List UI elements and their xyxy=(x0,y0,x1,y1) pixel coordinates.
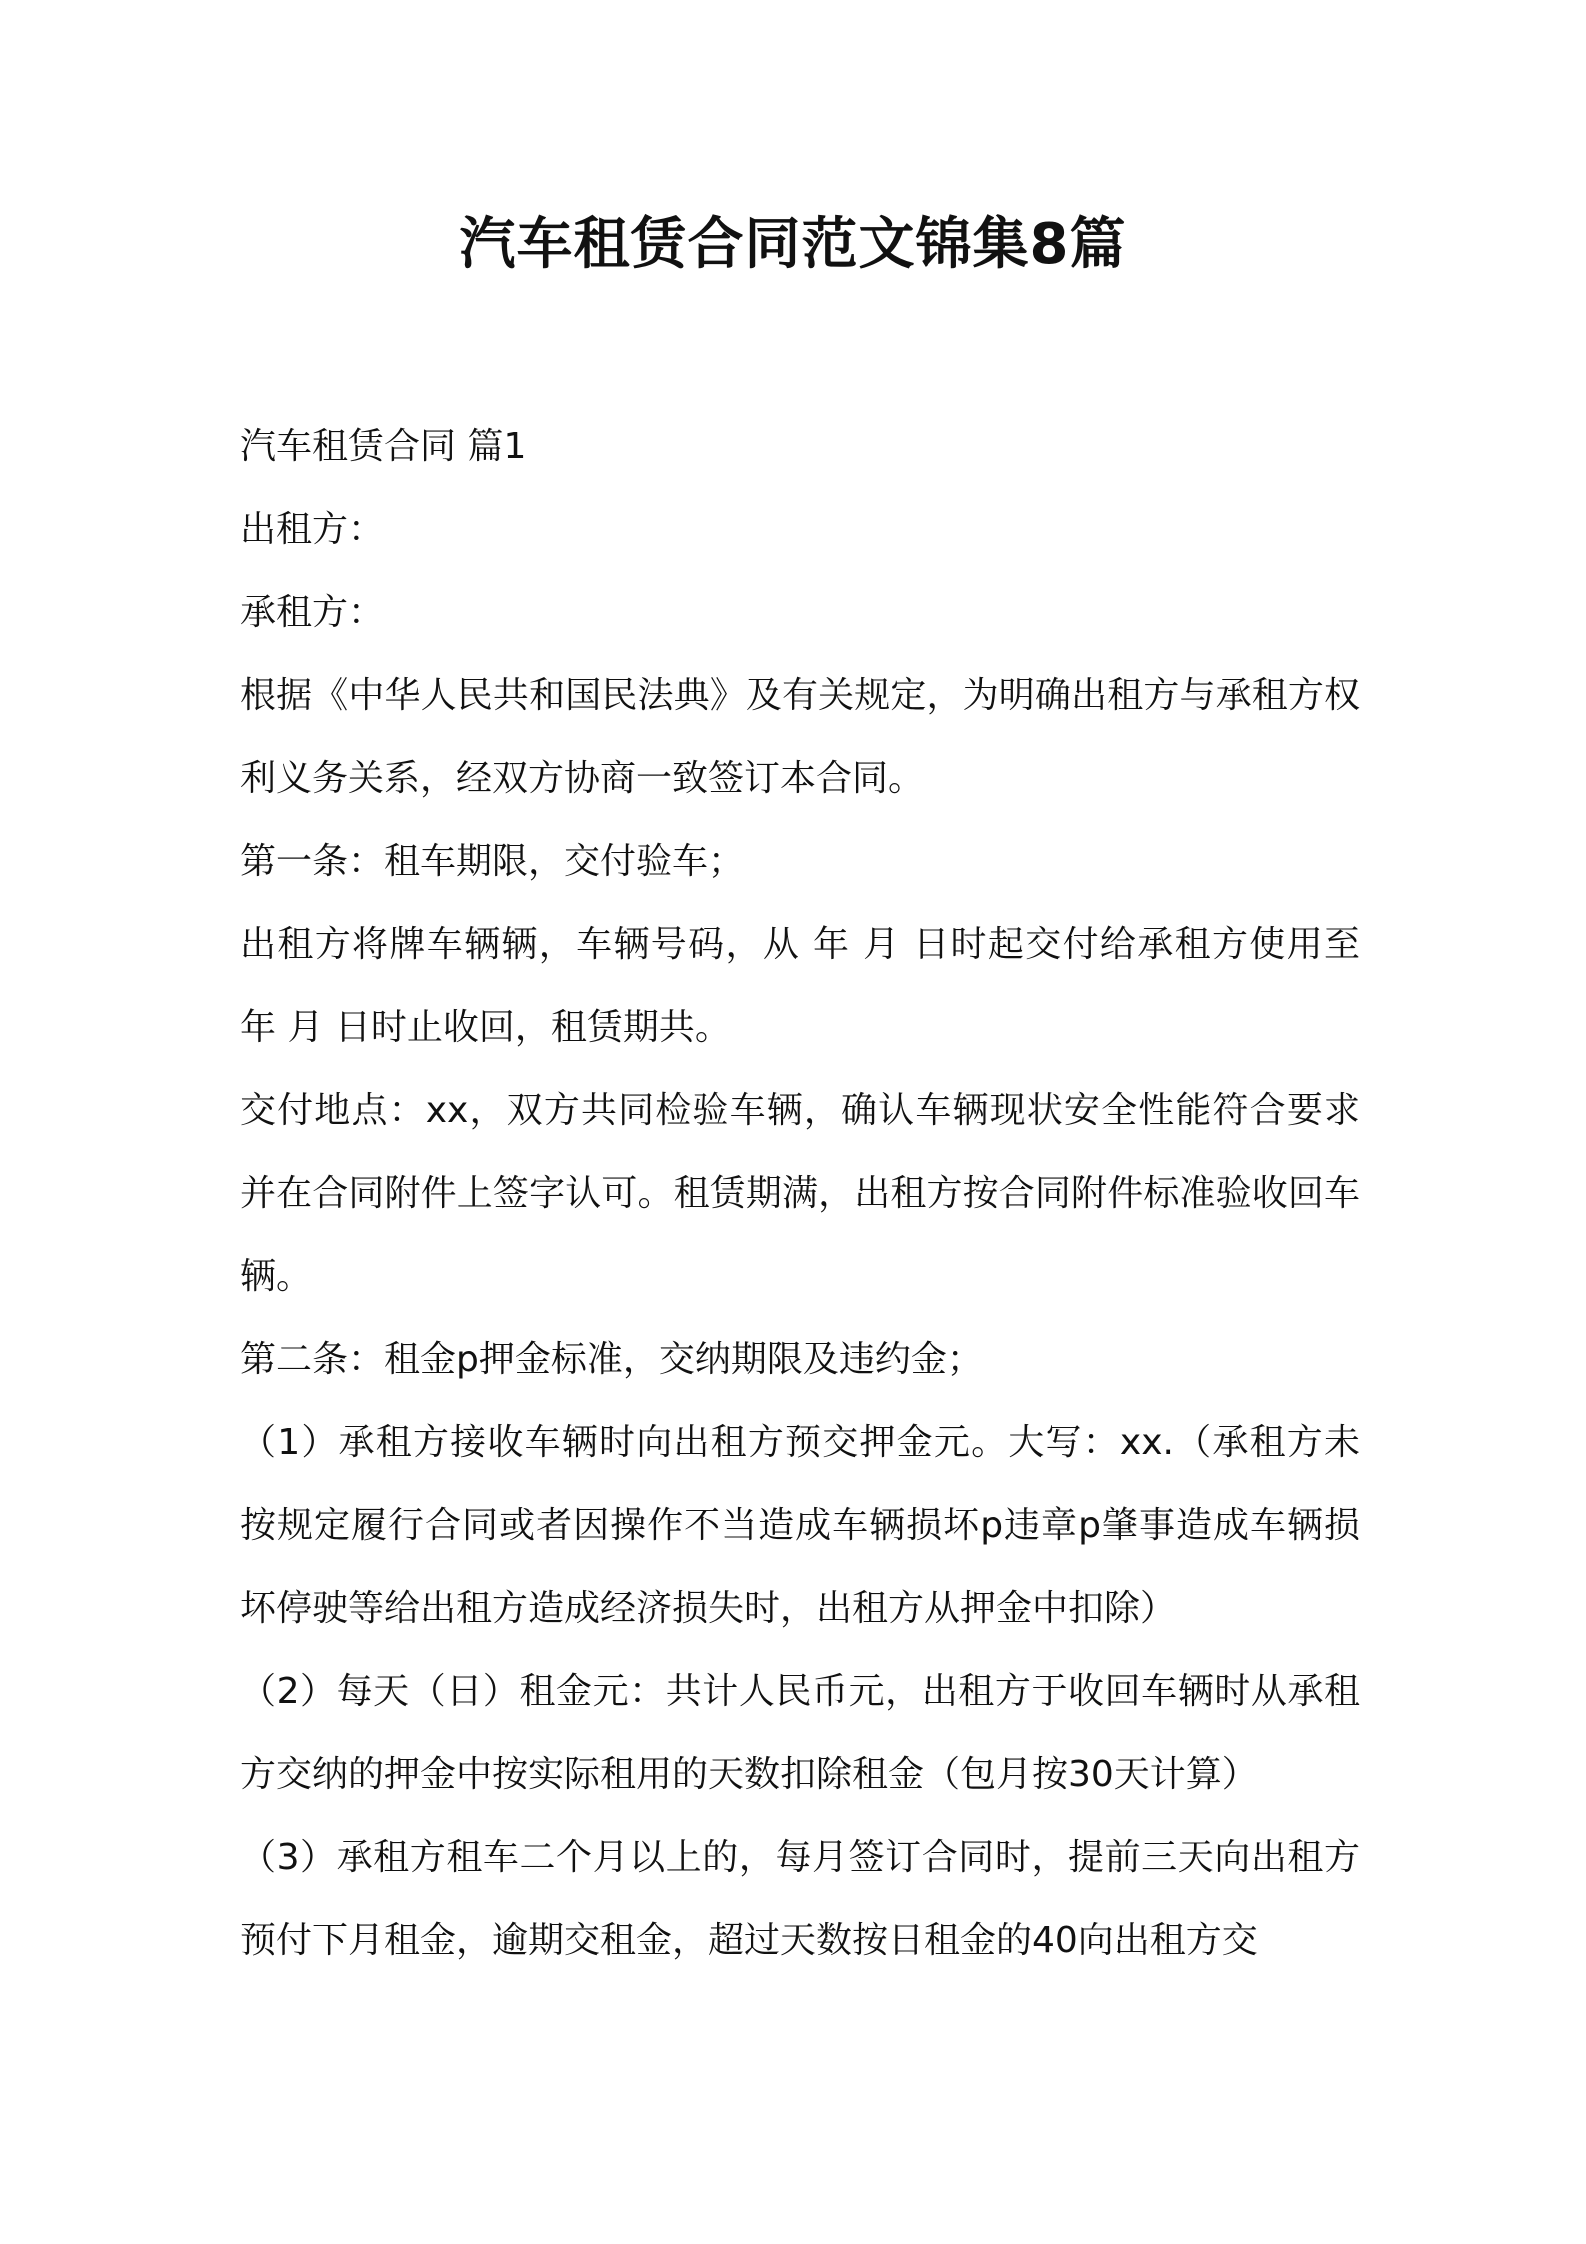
article-2-clause-2: （2）每天（日）租金元：共计人民币元，出租方于收回车辆时从承租方交纳的押金中按实际租用的天数扣除租金（包月按30天计算） xyxy=(240,1671,1360,1795)
document-title: 汽车租赁合同范文锦集8篇 xyxy=(459,212,1127,277)
article-1-term-paragraph: 出租方将牌车辆辆，车辆号码，从 年 月 日时起交付给承租方使用至 年 月 日时止收回，租赁期共。 xyxy=(240,924,1360,1048)
article-2-heading: 第二条：租金p押金标准，交纳期限及违约金； xyxy=(240,1339,983,1380)
article-1-delivery-paragraph: 交付地点：xx，双方共同检验车辆，确认车辆现状安全性能符合要求并在合同附件上签字认可。租赁期满，出租方按合同附件标准验收回车辆。 xyxy=(240,1090,1360,1297)
article-2-clause-1: （1）承租方接收车辆时向出租方预交押金元。大写：xx.（承租方未按规定履行合同或者因操作不当造成车辆损坏p违章p肇事造成车辆损坏停驶等给出租方造成经济损失时，出租方从押金中扣除） xyxy=(240,1422,1360,1629)
article-2-clause-3: （3）承租方租车二个月以上的，每月签订合同时，提前三天向出租方预付下月租金，逾期交租金，超过天数按日租金的40向出租方交 xyxy=(240,1837,1360,1961)
lessor-label: 出租方： xyxy=(240,509,385,550)
section-heading: 汽车租赁合同 篇1 xyxy=(240,426,527,467)
preamble-paragraph: 根据《中华人民共和国民法典》及有关规定，为明确出租方与承租方权利义务关系，经双方协商一致签订本合同。 xyxy=(240,675,1360,799)
document-body xyxy=(240,405,1360,1982)
lessee-label: 承租方： xyxy=(240,592,385,633)
article-1-heading: 第一条：租车期限，交付验车； xyxy=(240,841,745,882)
